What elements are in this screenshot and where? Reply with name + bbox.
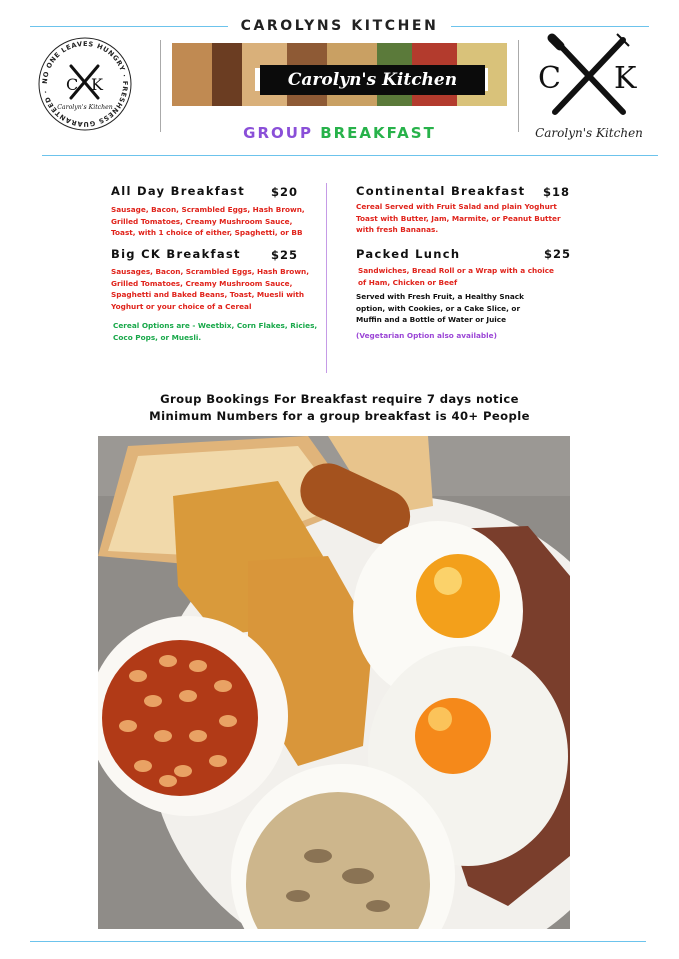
egg-yolk-top — [416, 554, 500, 638]
title-word-breakfast: BREAKFAST — [320, 124, 436, 142]
notice-seven-days: Group Bookings For Breakfast require 7 days notice — [160, 392, 519, 406]
big-ck-breakfast-price: $25 — [271, 248, 299, 262]
continental-breakfast-description: Cereal Served with Fruit Salad and plain Yoghurt Toast with Butter, Jam, Marmite, or Peanut Butter with fresh Bananas. — [356, 202, 561, 235]
big-ck-breakfast-title: Big CK Breakfast — [111, 247, 241, 261]
ck-letter-k: K — [614, 61, 637, 96]
brand-title: CAROLYNS KITCHEN — [240, 18, 439, 34]
continental-breakfast-title: Continental Breakfast — [356, 184, 526, 198]
packed-lunch-description: Sandwiches, Bread Roll or a Wrap with a choice of Ham, Chicken or Beef — [358, 266, 554, 287]
vegetarian-note: (Vegetarian Option also available) — [356, 331, 497, 340]
food-banner-image — [172, 43, 507, 106]
all-day-breakfast-title: All Day Breakfast — [111, 184, 246, 198]
ck-letter-c: C — [538, 61, 561, 96]
header-divider-right — [518, 40, 519, 132]
packed-lunch-title: Packed Lunch — [356, 247, 461, 261]
ck-logo-name: Carolyn's Kitchen — [535, 126, 643, 140]
round-logo-name: Carolyn's Kitchen — [57, 104, 113, 111]
header-divider-left — [160, 40, 161, 132]
continental-breakfast-price: $18 — [543, 185, 571, 199]
packed-lunch-extras: Served with Fresh Fruit, a Healthy Snack option, with Cookies, or a Cake Slice, or Muffin and a Bottle of Water or Juice — [356, 292, 524, 325]
cereal-options-note: Cereal Options are - Weetbix, Corn Flakes, Ricies, Coco Pops, or Muesli. — [113, 321, 318, 342]
all-day-breakfast-price: $20 — [271, 185, 299, 199]
breakfast-photo — [98, 436, 570, 929]
big-ck-breakfast-description: Sausages, Bacon, Scrambled Eggs, Hash Brown, Grilled Tomatoes, Creamy Mushroom Sauce, Spaghetti and Baked Beans, Toast, Muesli with Yoghurt or your choice of a Cereal — [111, 267, 310, 312]
title-word-group: GROUP — [243, 124, 313, 142]
packed-lunch-price: $25 — [544, 247, 572, 261]
logo-initial-k: K — [91, 75, 103, 94]
round-logo — [38, 37, 132, 131]
header-bottom-rule — [42, 155, 658, 156]
logo-initial-c: C — [66, 75, 79, 94]
menu-divider — [326, 183, 327, 373]
notice-minimum-numbers: Minimum Numbers for a group breakfast is 40+ People — [149, 409, 530, 423]
logo-ring-text: NO ONE LEAVES HUNGRY · FRESHNESS GUARANTEED · — [40, 39, 130, 129]
all-day-breakfast-description: Sausage, Bacon, Scrambled Eggs, Hash Brown, Grilled Tomatoes, Creamy Mushroom Sauce, Toast, with 1 choice of either, Spaghetti, or BB — [111, 205, 305, 238]
egg-yolk-bottom — [415, 698, 491, 774]
group-breakfast-title — [172, 124, 507, 142]
banner-title: Carolyn's Kitchen — [260, 65, 485, 95]
footer-rule — [30, 941, 646, 942]
